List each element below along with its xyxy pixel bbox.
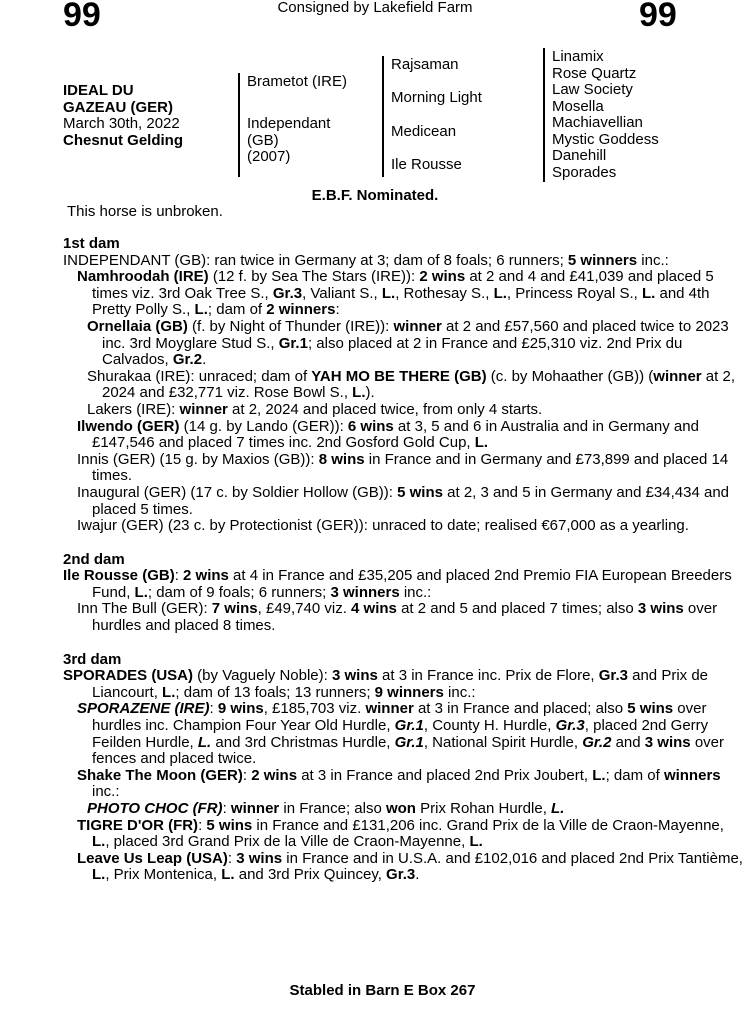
produce-inn-the-bull: Inn The Bull (GER): 7 wins, £49,740 viz. 4 wins at 2 and 5 and placed 7 times; also 3 wins over hurdles and placed 8 times. — [77, 600, 718, 635]
ebf-nominated: E.B.F. Nominated. — [311, 187, 439, 204]
horse-name-line2: GAZEAU (GER) — [63, 98, 173, 116]
stabling-info: Stabled in Barn E Box 267 — [289, 982, 476, 999]
pedigree-divider-3 — [543, 48, 545, 182]
pedigree-dam-line2: (GB) — [247, 131, 279, 149]
third-dam-heading: 3rd dam — [63, 650, 122, 668]
produce-ilwendo: Ilwendo (GER) (14 g. by Lando (GER)): 6 wins at 3, 5 and 6 in Australia and in Germany and £147,546 and placed 7 times inc. 2nd Gosford Gold Cup, L. — [77, 417, 699, 452]
produce-inaugural: Inaugural (GER) (17 c. by Soldier Hollow (GB)): 5 wins at 2, 3 and 5 in Germany and £34,434 and placed 5 times. — [77, 483, 730, 518]
pedigree-sire-dam: Morning Light — [391, 89, 482, 106]
horse-description: Chesnut Gelding — [63, 131, 183, 149]
produce-ornellaia: Ornellaia (GB) (f. by Night of Thunder (IRE)): winner at 2 and £57,560 and placed twice to 2023 inc. 3rd Moyglare Stud S., Gr.1; also placed at 2 in France and £25,310 viz. 2nd Prix du Calvados, Gr.2. — [87, 317, 729, 369]
produce-iwajur: Iwajur (GER) (23 c. by Protectionist (GER)): unraced to date; realised €67,000 as a yearling. — [77, 517, 689, 535]
produce-record — [63, 236, 743, 884]
produce-lakers: Lakers (IRE): winner at 2, 2024 and placed twice, from only 4 starts. — [87, 400, 543, 418]
produce-tigre-dor: TIGRE D'OR (FR): 5 wins in France and £131,206 inc. Grand Prix de la Ville de Craon-Mayenne, L., placed 3rd Grand Prix de la Ville de Craon-Mayenne, L. — [77, 816, 724, 851]
produce-photo-choc: PHOTO CHOC (FR): winner in France; also won Prix Rohan Hurdle, L. — [87, 800, 565, 817]
unbroken-note: This horse is unbroken. — [67, 203, 223, 220]
consignor: Consigned by Lakefield Farm — [277, 0, 473, 16]
first-dam-heading: 1st dam — [63, 235, 120, 252]
produce-namhroodah: Namhroodah (IRE) (12 f. by Sea The Stars (IRE)): 2 wins at 2 and 4 and £41,039 and placed 5 times viz. 3rd Oak Tree S., Gr.3, Valiant S., L., Rothesay S., L., Princess Royal S., L. and 4th Pretty Polly S., L.; dam of 2 winners: — [77, 268, 714, 319]
pedigree-dam — [247, 116, 330, 166]
pedigree-dam-line1: Independant — [247, 115, 331, 132]
fourth-gen-item: Rose Quartz — [552, 64, 637, 82]
horse-details — [63, 83, 183, 149]
first-dam-intro: INDEPENDANT (GB): ran twice in Germany at 3; dam of 8 foals; 6 runners; 5 winners inc.: — [63, 251, 669, 269]
pedigree-divider-2 — [382, 56, 384, 177]
produce-innis: Innis (GER) (15 g. by Maxios (GB)): 8 wins in France and in Germany and £73,899 and placed 14 times. — [77, 450, 729, 485]
produce-shake-the-moon: Shake The Moon (GER): 2 wins at 3 in France and placed 2nd Prix Joubert, L.; dam of winners inc.: — [77, 766, 721, 801]
pedigree-sire: Brametot (IRE) — [247, 73, 348, 90]
fourth-gen-item: Machiavellian — [552, 114, 643, 131]
fourth-gen-item: Danehill — [552, 147, 607, 164]
fourth-gen-item: Mystic Goddess — [552, 130, 659, 148]
pedigree-sire-sire: Rajsaman — [391, 56, 459, 73]
produce-sporazene: SPORAZENE (IRE): 9 wins, £185,703 viz. winner at 3 in France and placed; also 5 wins over hurdles inc. Champion Four Year Old Hurdle, Gr.1, County H. Hurdle, Gr.3, placed 2nd Gerry Feilden Hurdle, L. and 3rd Christmas Hurdle, Gr.1, National Spirit Hurdle, Gr.2 and 3 wins over fences and placed twice. — [77, 700, 725, 768]
fourth-gen-item: Law Society — [552, 81, 633, 98]
horse-name-line1: IDEAL DU — [63, 82, 134, 99]
pedigree-divider-1 — [238, 73, 240, 177]
fourth-gen-item: Linamix — [552, 48, 604, 65]
produce-shurakaa: Shurakaa (IRE): unraced; dam of YAH MO BE THERE (GB) (c. by Mohaather (GB)) (winner at 2, 2024 and £32,771 viz. Rose Bowl S., L.). — [87, 367, 735, 402]
pedigree-dam-sire: Medicean — [391, 123, 457, 140]
pedigree-dam-dam: Ile Rousse — [391, 156, 462, 173]
lot-number-right: 99 — [639, 0, 677, 34]
lot-number-left: 99 — [63, 0, 101, 34]
foaling-date: March 30th, 2022 — [63, 115, 180, 132]
fourth-gen-item: Mosella — [552, 97, 604, 115]
pedigree-fourth-gen — [552, 49, 659, 181]
third-dam-intro: SPORADES (USA) (by Vaguely Noble): 3 wins at 3 in France inc. Prix de Flore, Gr.3 and Prix de Liancourt, L.; dam of 13 foals; 13 runners; 9 winners inc.: — [63, 667, 708, 701]
second-dam-intro: Ile Rousse (GB): 2 wins at 4 in France and £35,205 and placed 2nd Premio FIA European Breeders Fund, L.; dam of 9 foals; 6 runners; 3 winners inc.: — [63, 567, 732, 601]
produce-leave-us-leap: Leave Us Leap (USA): 3 wins in France and in U.S.A. and £102,016 and placed 2nd Prix Tantième, L., Prix Montenica, L. and 3rd Prix Quincey, Gr.3. — [77, 849, 743, 884]
second-dam-heading: 2nd dam — [63, 550, 125, 568]
fourth-gen-item: Sporades — [552, 163, 617, 181]
pedigree-dam-line3: (2007) — [247, 148, 291, 165]
